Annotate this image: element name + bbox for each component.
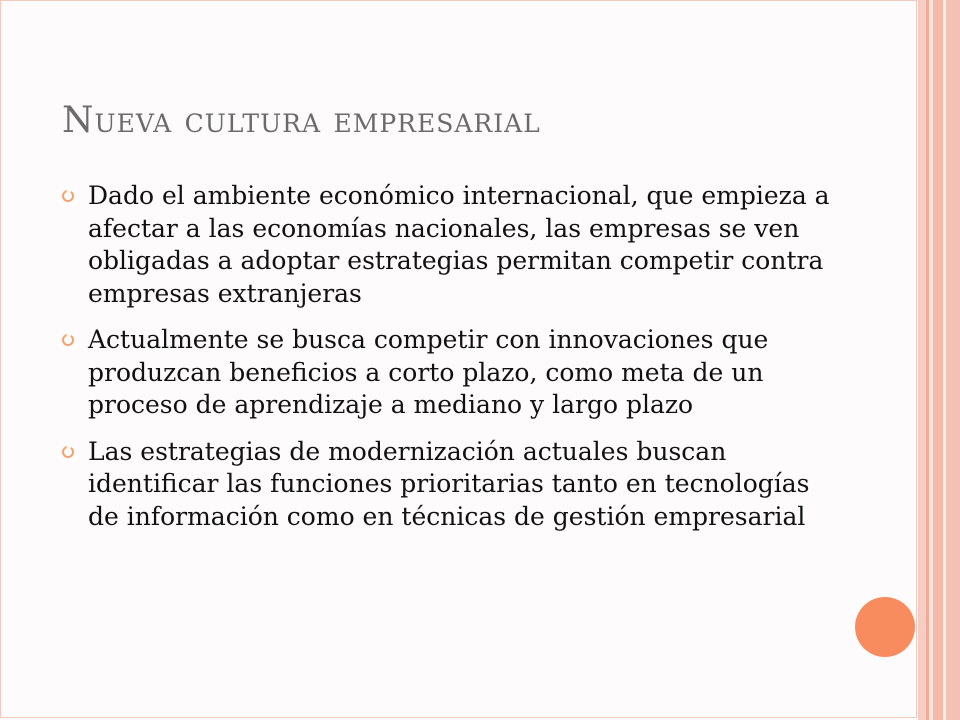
bullet-text: Las estrategias de modernización actuales buscan identificar las funciones prioritarias tanto en tecnologías de información como en técnicas de gestión empresarial	[88, 436, 810, 531]
bullet-list	[62, 180, 832, 547]
bullet-text: Actualmente se busca competir con innovaciones que produzcan beneficios a corto plazo, como meta de un proceso de aprendizaje a mediano y largo plazo	[88, 325, 769, 419]
bullet-item	[62, 180, 832, 310]
bullet-icon	[62, 334, 74, 346]
side-band-4	[933, 0, 943, 720]
bullet-icon	[62, 446, 74, 458]
bullet-item	[62, 436, 832, 534]
side-band-1	[918, 0, 926, 720]
bullet-icon	[62, 190, 74, 202]
bullet-text: Dado el ambiente económico internacional, que empieza a afectar a las economías nacionales, las empresas se ven obligadas a adoptar estrategias permitan competir contra empresas extranjeras	[88, 181, 830, 308]
side-band-6	[946, 0, 960, 720]
decorative-circle	[855, 597, 915, 657]
slide-title: Nueva cultura empresarial	[62, 100, 541, 141]
bullet-item	[62, 324, 832, 422]
